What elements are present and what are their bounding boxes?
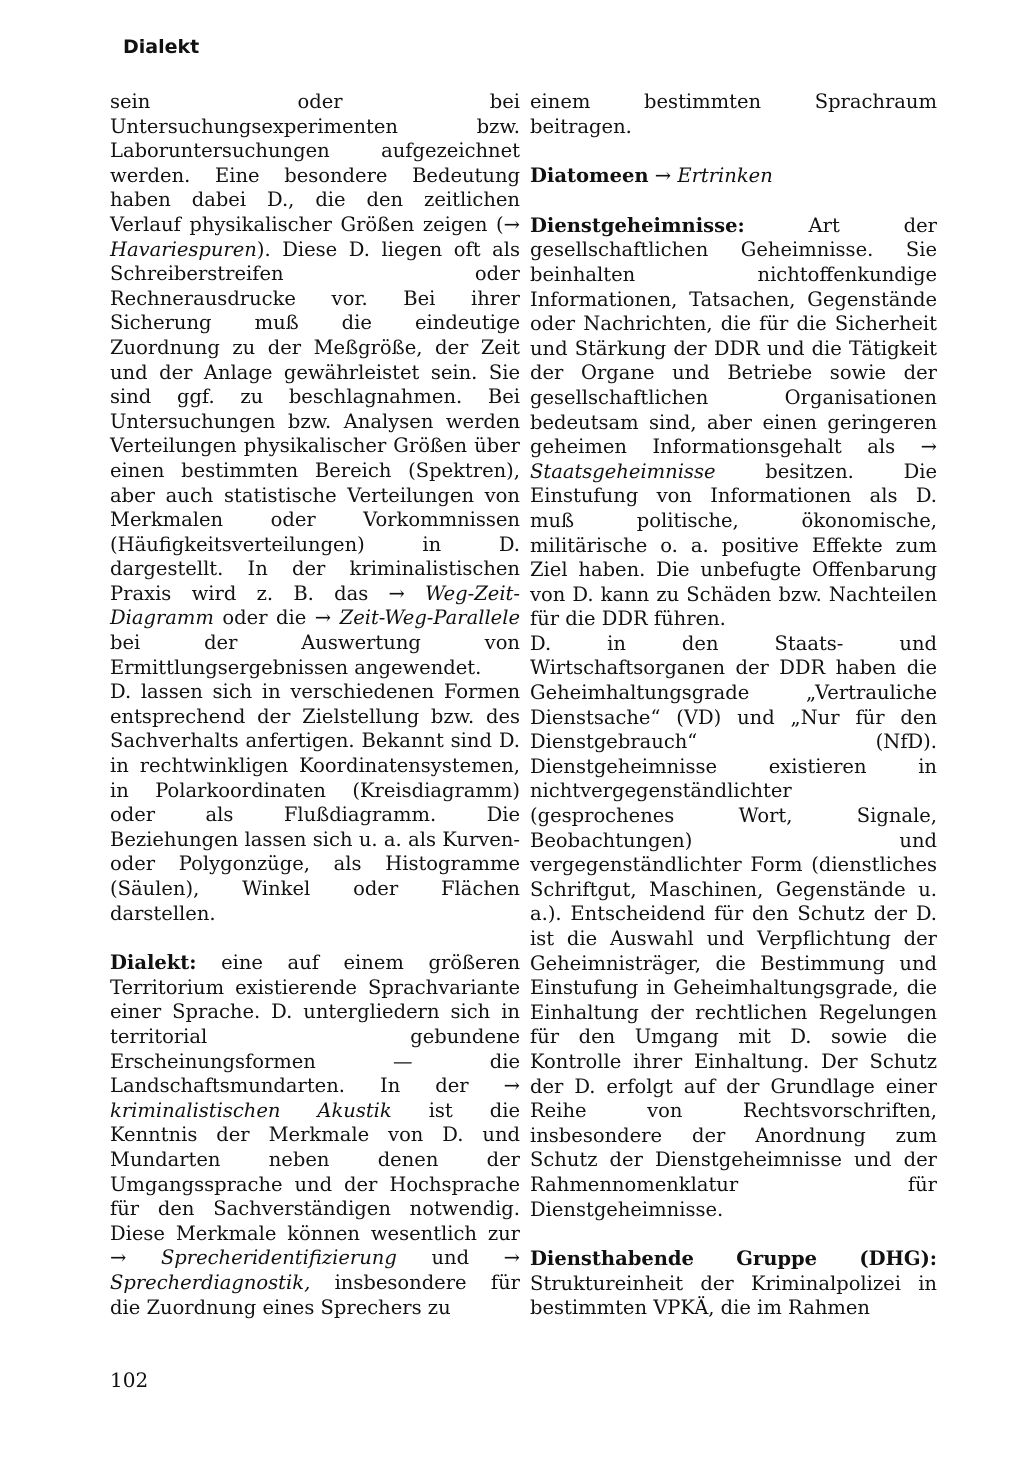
paragraph: D. lassen sich in verschiedenen Formen entsprechend der Zielstellung bzw. des Sachverhalts anfertigen. Bekannt sind D. in rechtwinkligen Koordinatensystemen, in Polarkoordinaten (Kreisdiagramm) oder als Flußdiagramm. Die Beziehungen lassen sich u. a. als Kurven- oder Polygonzüge, als Histogramme (Säulen), Winkel oder Flächen darstellen. — [110, 680, 520, 925]
entry-continuation-paragraph — [110, 90, 520, 680]
headword: Dienstgeheimnisse: — [530, 213, 745, 237]
headword: Dialekt: — [110, 951, 197, 975]
entry-continuation-paragraph: einem bestimmten Sprachraum beitragen. — [530, 90, 937, 138]
paragraph: D. in den Staats- und Wirtschaftsorganen der DDR haben die Geheimhaltungsgrade „Vertrauliche Dienstsache“ (VD) und „Nur für den Dienstgebrauch“ (NfD). Dienstgeheimnisse existieren in nichtvergegenständlichter (gesprochenes Wort, Signale, Beobachtungen) und vergegenständlichter Form (dienstliches Schriftgut, Maschinen, Gegenstände u. a.). Entscheidend für den Schutz der D. ist die Auswahl und Verpflichtung der Geheimnisträger, die Bestimmung und Einstufung in Geheimhaltungsgrade, die Einhaltung der rechtlichen Regelungen für den Umgang mit D. sowie die Kontrolle ihrer Einhaltung. Der Schutz der D. erfolgt auf der Grundlage einer Reihe von Rechtsvorschriften, insbesondere der Anordnung zum Schutz der Dienstgeheimnisse und der Rahmennomenklatur für Dienstgeheimnisse. — [530, 631, 937, 1221]
left-column — [110, 90, 520, 1320]
running-head: Dialekt — [123, 36, 200, 58]
right-column — [530, 90, 937, 1321]
cross-reference: Zeit-Weg-Parallele — [339, 606, 520, 630]
cross-reference: Staatsgeheimnisse — [530, 459, 716, 483]
text: ist die Kenntnis der Merkmale von D. und Mundarten neben denen der Umgangssprache und der Hochsprache für den Sachverständigen notwendig. Diese Merkmale können wesentlich zur → — [110, 1098, 520, 1270]
entry-diatomeen — [530, 164, 937, 189]
cross-reference: Havariespuren — [110, 237, 257, 261]
page-number: 102 — [110, 1368, 149, 1392]
headword: Diatomeen — [530, 164, 649, 188]
text: ). Diese D. liegen oft als Schreiberstreifen oder Rechnerausdrucke vor. Bei ihrer Sicherung muß die eindeutige Zuordnung zu der Meßgröße, der Zeit und der Anlage gewährleistet sein. Sie sind ggf. zu beschlagnahmen. Bei Untersuchungen bzw. Analysen werden Verteilungen physikalischer Größen über einen bestimmten Bereich (Spektren), aber auch statistische Verteilungen von Merkmalen oder Vorkommnissen (Häufigkeitsverteilungen) in D. dargestellt. In der kriminalistischen Praxis wird z. B. das → — [110, 237, 520, 605]
cross-reference: Sprecheridentifizierung — [160, 1246, 397, 1270]
text: Struktureinheit der Kriminalpolizei in bestimmten VPKÄ, die im Rahmen — [530, 1271, 937, 1320]
entry-diensthabende-gruppe — [530, 1247, 937, 1321]
entry-gap — [110, 926, 520, 951]
text: sein oder bei Untersuchungsexperimenten bzw. Laboruntersuchungen aufgezeichnet werden. Eine besondere Bedeutung haben dabei D., die den zeitlichen Verlauf physikalischer Größen zeigen (→ — [110, 90, 520, 236]
text: Art der gesellschaftlichen Geheimnisse. Sie beinhalten nichtoffenkundige Informationen, Tatsachen, Gegenstände oder Nachrichten, die für die Sicherheit und Stärkung der DDR und die Tätigkeit der Organe und Betriebe sowie der gesellschaftlichen Organisationen bedeutsam sind, aber einen geringeren geheimen Informationsgehalt als → — [530, 213, 937, 459]
headword: Diensthabende Gruppe (DHG): — [530, 1247, 937, 1271]
text: und → — [396, 1246, 520, 1270]
cross-reference: Sprecherdiagnostik, — [110, 1270, 311, 1294]
text: eine auf einem größeren Territorium existierende Sprachvariante einer Sprache. D. untergliedern sich in territorial gebundene Erscheinungsformen — die Landschaftsmundarten. In der → — [110, 951, 520, 1098]
cross-reference: kriminalistischen Akustik — [110, 1098, 392, 1122]
entry-gap — [530, 139, 937, 164]
text: insbesondere für die Zuordnung eines Sprechers zu — [110, 1270, 520, 1319]
text: → — [648, 164, 678, 188]
entry-gap — [530, 189, 937, 214]
entry-dienstgeheimnisse — [530, 214, 937, 632]
cross-reference: Ertrinken — [677, 164, 773, 188]
cross-reference: Weg-Zeit-Diagramm — [110, 581, 520, 630]
text: besitzen. Die Einstufung von Informationen als D. muß politische, ökonomische, militärische o. a. positive Effekte zum Ziel haben. Die unbefugte Offenbarung von D. kann zu Schäden bzw. Nachteilen für die DDR führen. — [530, 459, 937, 631]
text: bei der Auswertung von Ermittlungsergebnissen angewendet. — [110, 631, 520, 679]
entry-gap — [530, 1222, 937, 1247]
entry-dialekt — [110, 951, 520, 1320]
text: oder die → — [213, 606, 340, 630]
